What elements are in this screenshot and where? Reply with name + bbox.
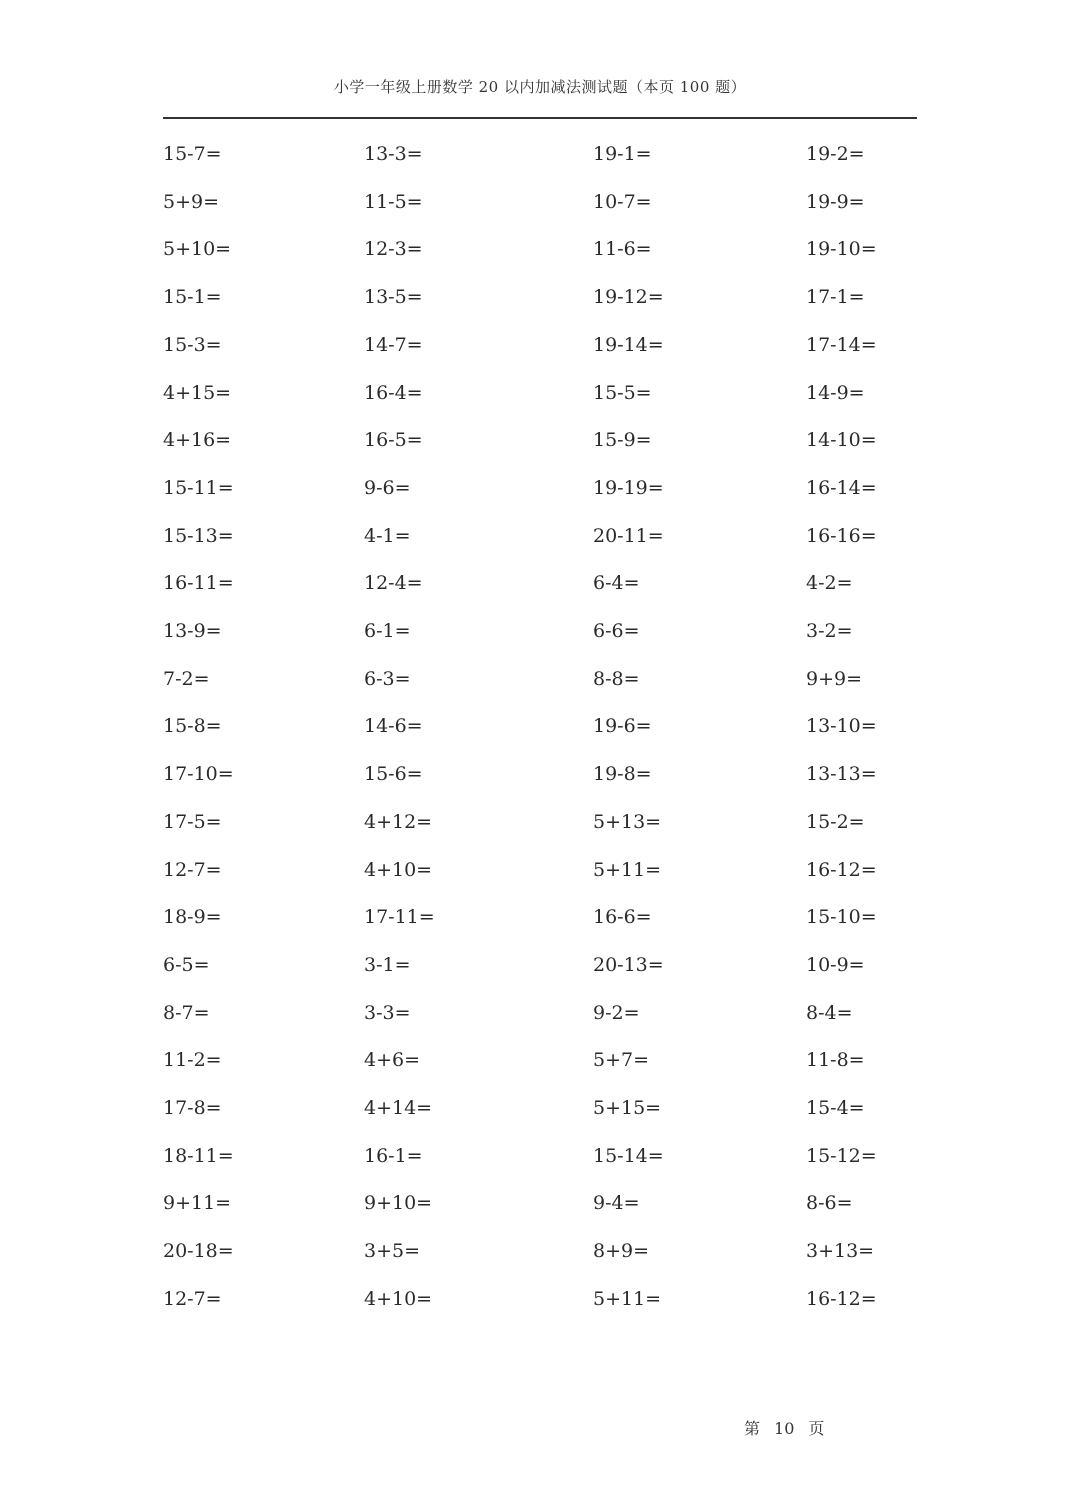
problem-item: 20-13= (593, 953, 664, 976)
problem-item: 11-8= (806, 1049, 865, 1072)
problem-item: 3-2= (806, 620, 853, 642)
problem-item: 13-10= (806, 715, 877, 738)
problem-item: 6-3= (364, 667, 411, 690)
page-footer (744, 1416, 824, 1439)
problem-item: 12-3= (364, 238, 423, 261)
problem-item: 19-19= (593, 476, 664, 499)
problem-item: 6-5= (163, 953, 210, 976)
problem-item: 15-5= (593, 381, 652, 404)
problem-item: 13-9= (163, 620, 222, 642)
page-number: 10 (774, 1419, 795, 1438)
problem-item: 19-1= (593, 143, 652, 165)
footer-prefix: 第 (744, 1419, 761, 1438)
problem-item: 5+9= (163, 190, 220, 213)
problem-item: 5+11= (593, 1287, 662, 1310)
problem-item: 4+12= (364, 810, 433, 833)
footer-suffix: 页 (808, 1419, 825, 1438)
problem-item: 5+7= (593, 1049, 650, 1072)
problem-item: 3-1= (364, 953, 411, 976)
problem-item: 17-10= (163, 763, 234, 786)
problem-item: 4+16= (163, 429, 232, 452)
problem-item: 17-8= (163, 1097, 222, 1119)
problem-item: 9-2= (593, 1001, 640, 1024)
problem-item: 15-12= (806, 1144, 877, 1167)
problem-item: 7-2= (163, 667, 210, 690)
problem-item: 15-11= (163, 476, 234, 499)
problem-item: 19-9= (806, 190, 865, 213)
problem-item: 4-2= (806, 572, 853, 595)
problem-item: 11-5= (364, 190, 423, 213)
problem-item: 8+9= (593, 1240, 650, 1263)
problem-item: 13-5= (364, 286, 423, 309)
problem-item: 13-13= (806, 763, 877, 786)
problem-item: 9-4= (593, 1192, 640, 1215)
problem-item: 10-7= (593, 190, 652, 213)
problem-item: 4+14= (364, 1097, 433, 1119)
problem-item: 19-12= (593, 286, 664, 309)
problem-item: 5+10= (163, 238, 232, 261)
problem-item: 13-3= (364, 143, 423, 165)
problem-item: 5+15= (593, 1097, 662, 1119)
problem-item: 9+10= (364, 1192, 433, 1215)
problem-item: 12-4= (364, 572, 423, 595)
problem-item: 18-9= (163, 906, 222, 929)
problem-item: 14-6= (364, 715, 423, 738)
problem-item: 15-9= (593, 429, 652, 452)
problem-item: 6-1= (364, 620, 411, 642)
problem-item: 19-6= (593, 715, 652, 738)
problem-item: 15-10= (806, 906, 877, 929)
problem-item: 4+10= (364, 1287, 433, 1310)
problem-item: 16-6= (593, 906, 652, 929)
problem-item: 9+9= (806, 667, 863, 690)
problem-item: 9-6= (364, 476, 411, 499)
problem-item: 5+11= (593, 858, 662, 881)
problem-item: 14-9= (806, 381, 865, 404)
problem-item: 12-7= (163, 1287, 222, 1310)
problem-item: 15-1= (163, 286, 222, 309)
problem-item: 8-6= (806, 1192, 853, 1215)
problem-item: 16-1= (364, 1144, 423, 1167)
problem-item: 15-7= (163, 143, 222, 165)
problem-item: 17-14= (806, 333, 877, 356)
problem-item: 15-8= (163, 715, 222, 738)
problem-item: 17-11= (364, 906, 435, 929)
problem-item: 4+15= (163, 381, 232, 404)
problem-item: 14-10= (806, 429, 877, 452)
problem-item: 19-14= (593, 333, 664, 356)
problem-item: 15-6= (364, 763, 423, 786)
problem-item: 11-6= (593, 238, 652, 261)
problem-item: 16-14= (806, 476, 877, 499)
problem-item: 20-11= (593, 524, 664, 547)
problem-item: 3+13= (806, 1240, 875, 1263)
problem-item: 5+13= (593, 810, 662, 833)
problem-item: 4+10= (364, 858, 433, 881)
problem-item: 11-2= (163, 1049, 222, 1072)
problem-item: 4+6= (364, 1049, 421, 1072)
problem-item: 16-4= (364, 381, 423, 404)
problem-item: 15-2= (806, 810, 865, 833)
problem-item: 9+11= (163, 1192, 232, 1215)
problem-item: 6-6= (593, 620, 640, 642)
problem-item: 10-9= (806, 953, 865, 976)
problem-item: 4-1= (364, 524, 411, 547)
problem-item: 19-2= (806, 143, 865, 165)
problem-item: 16-12= (806, 1287, 877, 1310)
problem-item: 3+5= (364, 1240, 421, 1263)
problem-item: 17-1= (806, 286, 865, 309)
problem-item: 15-3= (163, 333, 222, 356)
problem-item: 15-4= (806, 1097, 865, 1119)
problem-item: 14-7= (364, 333, 423, 356)
problem-item: 16-5= (364, 429, 423, 452)
problem-item: 8-8= (593, 667, 640, 690)
problem-item: 18-11= (163, 1144, 234, 1167)
problem-item: 19-8= (593, 763, 652, 786)
problem-item: 3-3= (364, 1001, 411, 1024)
problem-item: 6-4= (593, 572, 640, 595)
problem-item: 20-18= (163, 1240, 234, 1263)
problem-item: 16-16= (806, 524, 877, 547)
problem-item: 15-14= (593, 1144, 664, 1167)
problem-item: 19-10= (806, 238, 877, 261)
problem-item: 16-11= (163, 572, 234, 595)
problem-item: 8-7= (163, 1001, 210, 1024)
problem-item: 15-13= (163, 524, 234, 547)
problem-item: 17-5= (163, 810, 222, 833)
problem-item: 12-7= (163, 858, 222, 881)
page-title: 小学一年级上册数学 20 以内加减法测试题（本页 100 题） (333, 78, 747, 96)
problem-item: 16-12= (806, 858, 877, 881)
problem-item: 8-4= (806, 1001, 853, 1024)
